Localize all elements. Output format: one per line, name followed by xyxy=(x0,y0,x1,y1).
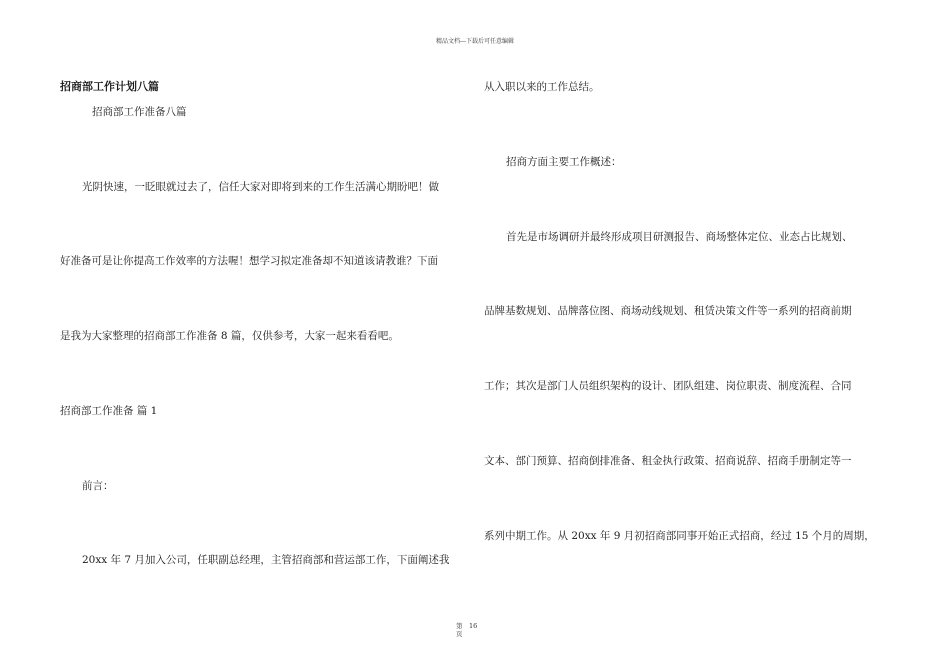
page-prefix: 第 xyxy=(456,622,463,630)
document-title: 招商部工作计划八篇 xyxy=(60,80,159,93)
paragraph-line: 是我为大家整理的招商部工作准备 8 篇，仅供参考，大家一起来看看吧。 xyxy=(60,330,399,342)
paragraph-line: 20xx 年 7 月加入公司，任职副总经理，主管招商部和营运部工作，下面阐述我 xyxy=(82,554,450,566)
paragraph-line: 品牌基数规划、品牌落位图、商场动线规划、租赁决策文件等一系列的招商前期 xyxy=(484,305,852,317)
document-header-note: 精品文档---下载后可任意编辑 xyxy=(435,38,515,45)
page-suffix: 页 xyxy=(456,630,463,638)
paragraph-line: 首先是市场调研并最终形成项目研测报告、商场整体定位、业态占比规划、 xyxy=(506,231,853,243)
paragraph-line: 系列中期工作。从 20xx 年 9 月初招商部同事开始正式招商，经过 15 个月的周期， xyxy=(484,530,875,542)
page-number-footer xyxy=(456,622,478,638)
paragraph-line: 从入职以来的工作总结。 xyxy=(484,81,600,93)
subheading-line: 招商方面主要工作概述： xyxy=(506,156,622,168)
page-number: 16 xyxy=(469,622,478,630)
paragraph-line: 光阴快速，一眨眼就过去了，信任大家对即将到来的工作生活满心期盼吧！做 xyxy=(82,181,439,193)
preface-label: 前言： xyxy=(82,480,114,492)
section-heading: 招商部工作准备 篇 1 xyxy=(60,405,158,417)
paragraph-line: 工作；其次是部门人员组织架构的设计、团队组建、岗位职责、制度流程、合同 xyxy=(484,380,852,392)
paragraph-line: 好准备可是让你提高工作效率的方法喔！想学习拟定准备却不知道该请教谁？下面 xyxy=(60,255,438,267)
subtitle-line: 招商部工作准备八篇 xyxy=(92,106,187,118)
paragraph-line: 文本、部门预算、招商倒排准备、租金执行政策、招商说辞、招商手册制定等一 xyxy=(484,455,852,467)
